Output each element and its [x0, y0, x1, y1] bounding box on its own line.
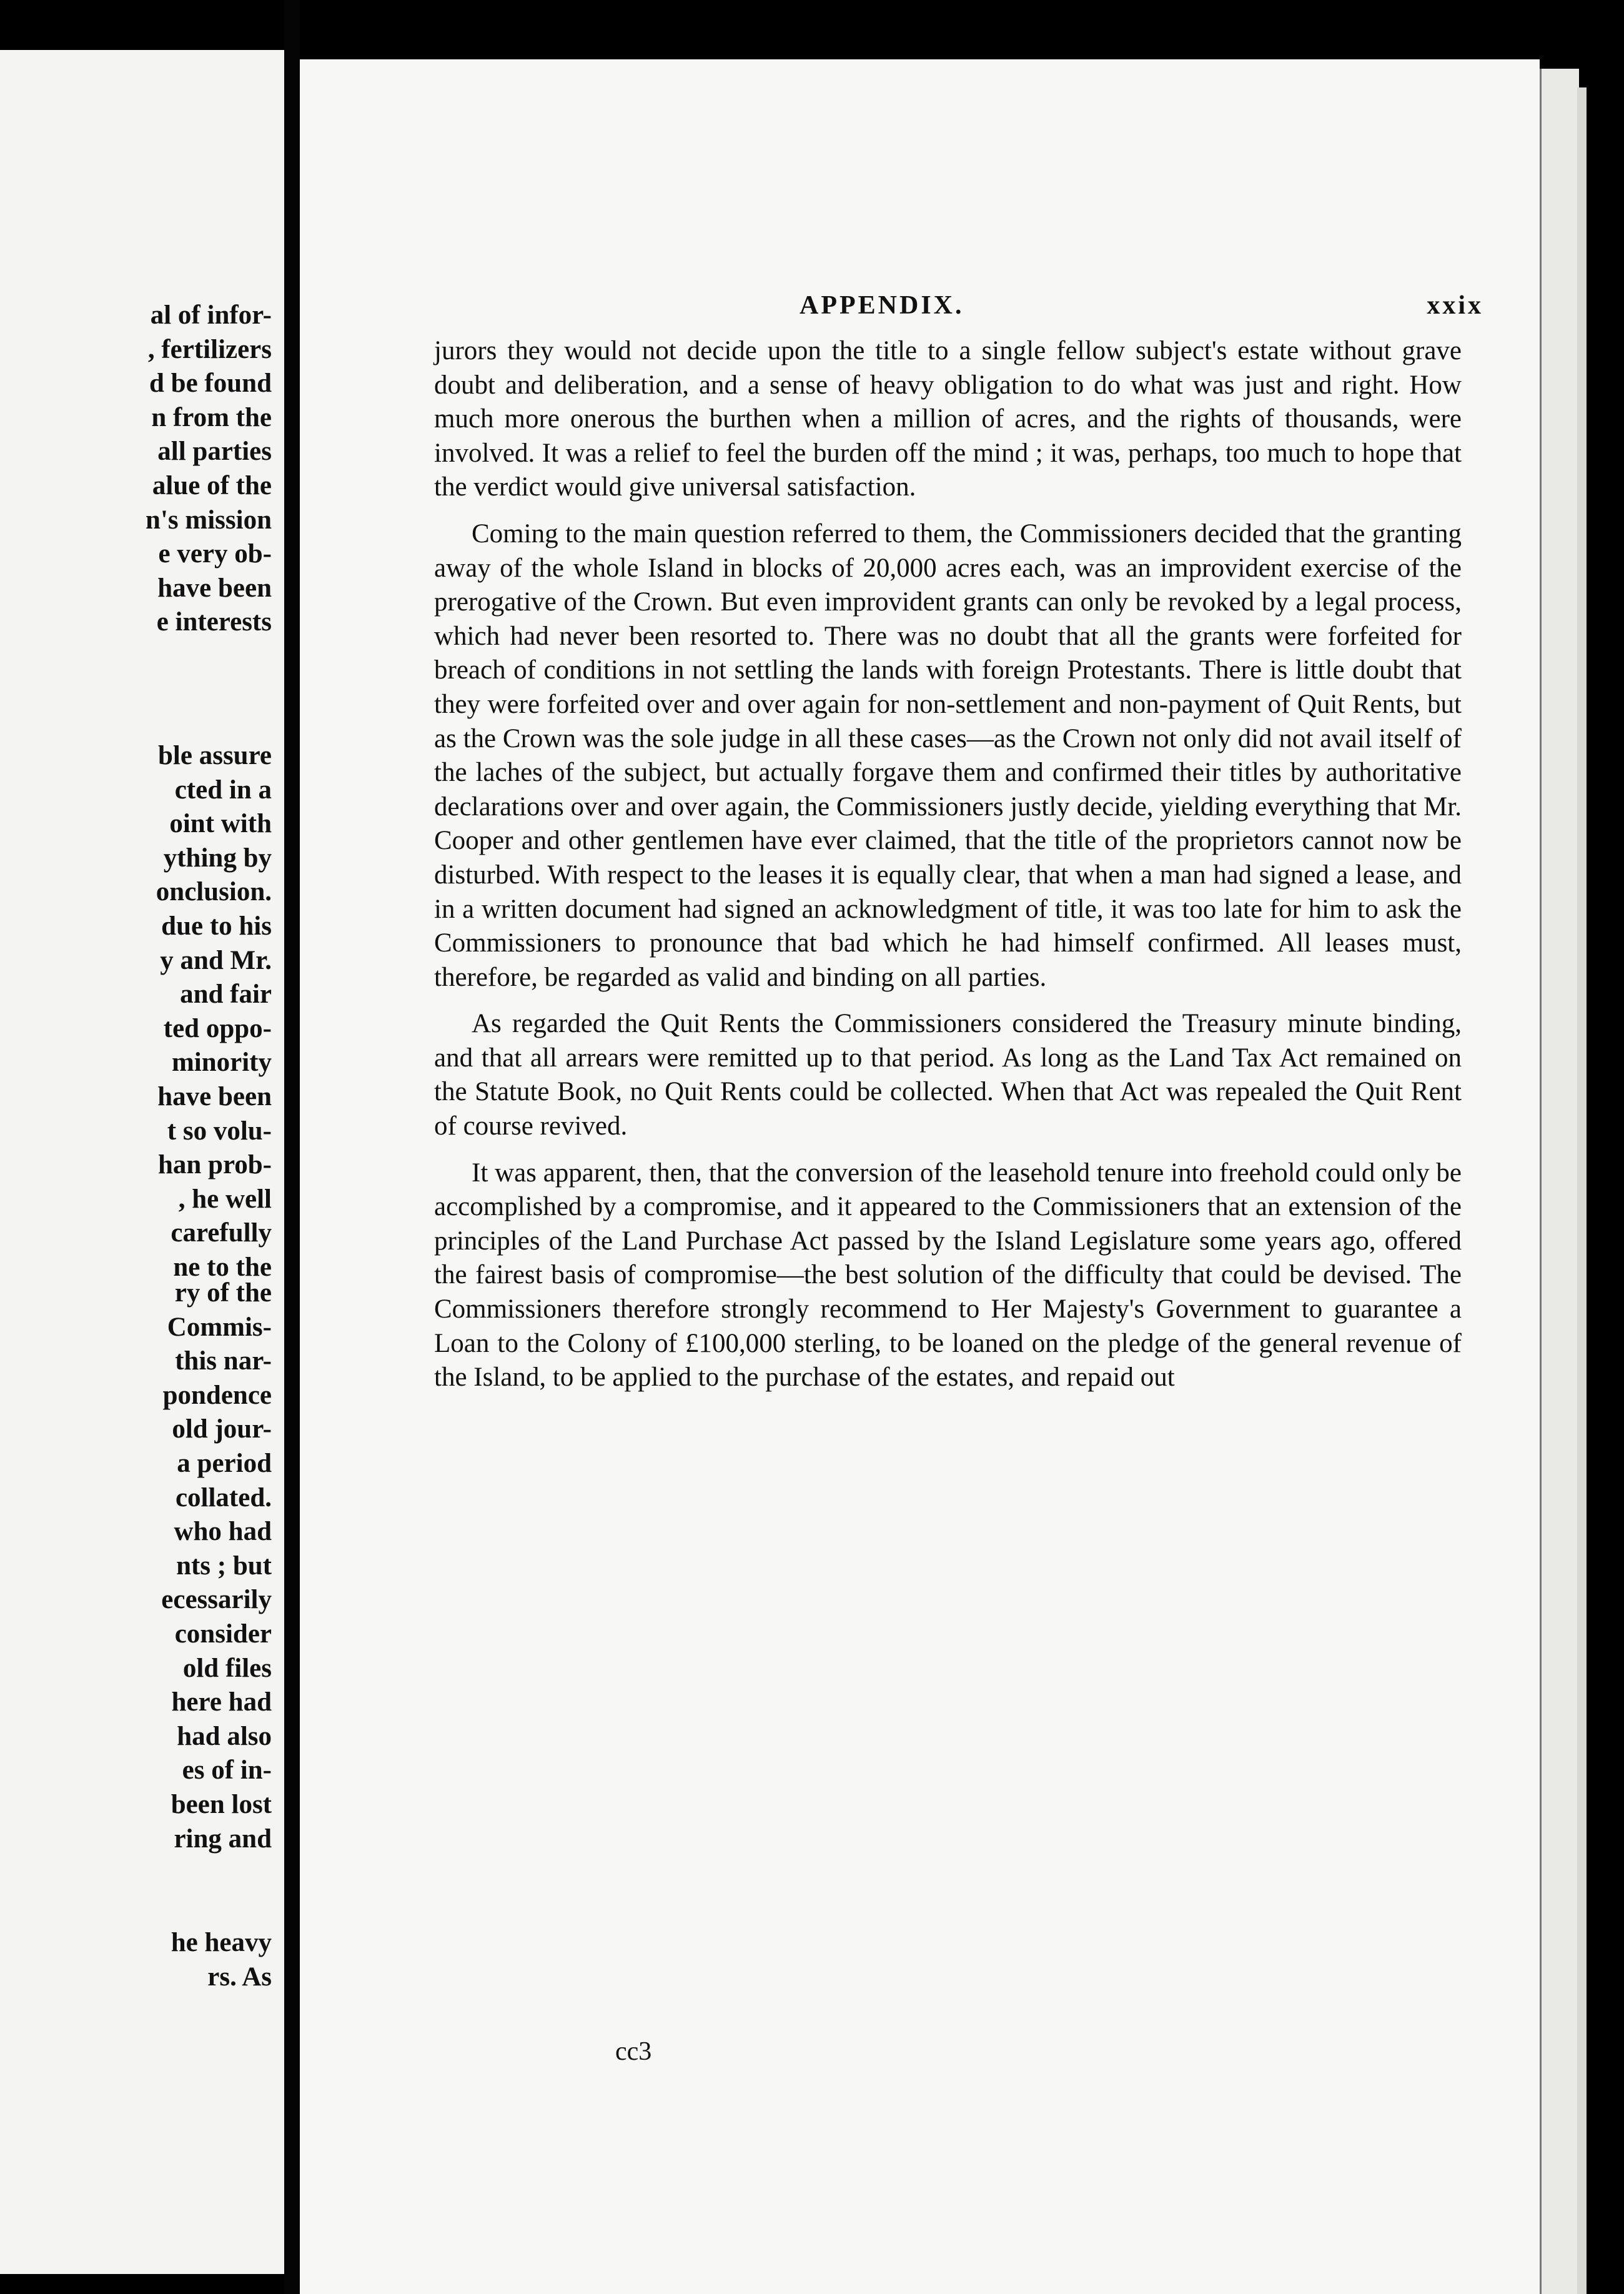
page-edge-shadow	[1577, 87, 1587, 2294]
left-page-line: have been	[157, 1082, 272, 1111]
left-page-line: cted in a	[174, 775, 272, 805]
left-page-line: who had	[174, 1517, 272, 1547]
left-page-line: collated.	[175, 1482, 272, 1512]
left-page-line: consider	[174, 1619, 272, 1649]
left-page-line: n from the	[151, 402, 272, 432]
left-page-line: carefully	[171, 1218, 272, 1248]
left-page-line: ne to the	[173, 1253, 272, 1282]
left-page-line: onclusion.	[156, 877, 272, 907]
left-page-line: minority	[171, 1048, 272, 1078]
left-page-line: ything by	[163, 843, 272, 873]
left-page-line: alue of the	[152, 471, 272, 500]
left-page-line: old jour-	[172, 1414, 272, 1444]
left-page-line: es of in-	[182, 1755, 272, 1785]
right-page	[300, 59, 1540, 2294]
paragraph-3: As regarded the Quit Rents the Commissioners considered the Treasury minute binding, and that all arrears were remitted up to that period. As long as the Land Tax Act remained on the Statute Book, no Quit Rents could be collected. When that Act was repealed the Quit Rent of course revived.	[434, 1009, 1462, 1141]
page-edge	[1540, 69, 1579, 2294]
left-page-line: han prob-	[157, 1150, 272, 1180]
left-page-line: e very ob-	[158, 539, 272, 569]
left-page-line: ble assure	[158, 741, 272, 770]
left-page-line: and fair	[180, 980, 272, 1010]
left-page-line: t so volu-	[167, 1116, 272, 1146]
left-page-line: had also	[177, 1721, 272, 1751]
body-text	[434, 334, 1462, 1408]
left-page-line: d be found	[149, 369, 272, 399]
paragraph-4: It was apparent, then, that the conversion of the leasehold tenure into freehold could only be accomplished by a compromise, and it appeared to the Commissioners that an extension of the principles of the Land Purchase Act passed by the Island Legislature some years ago, offered the fairest basis of compromise—the best solution of the difficulty that could be devised. The Commissioners therefore strongly recommend to Her Majesty's Government to guarantee a Loan to the Colony of £100,000 sterling, to be loaned on the pledge of the general revenue of the Island, to be applied to the purchase of the estates, and repaid out	[434, 1158, 1462, 1393]
header-title: APPENDIX.	[800, 291, 964, 320]
paragraph-2: Coming to the main question referred to them, the Commissioners decided that the granting away of the whole Island in blocks of 20,000 acres each, was an improvident exercise of the prerogative of the Crown. But even improvident grants can only be revoked by a legal process, which had never been resorted to. There was no doubt that all the grants were forfeited for breach of conditions in not settling the lands with foreign Protestants. There is little doubt that they were forfeited over and over again for non-settlement and non-payment of Quit Rents, but as the Crown was the sole judge in all these cases—as the Crown not only did not avail itself of the laches of the subject, but actually forgave them and confirmed their titles by authoritative declarations over and over again, the Commissioners justly decide, yielding everything that Mr. Cooper and other gentlemen have ever claimed, that the title of the proprietors cannot now be disturbed. With respect to the leases it is equally clear, that when a man had signed a lease, and in a written document had signed an acknowledgment of title, it was too late for him to ask the Commissioners to pronounce that bad which he had himself confirmed. All leases must, therefore, be regarded as valid and binding on all parties.	[434, 519, 1462, 992]
left-page-line: due to his	[161, 911, 272, 941]
left-page-line: nts ; but	[176, 1551, 272, 1581]
running-header	[300, 290, 1540, 328]
left-page-line: been lost	[171, 1790, 272, 1819]
left-page-line: oint with	[169, 809, 272, 839]
signature-mark: cc3	[615, 2037, 652, 2066]
left-page-line: Commis-	[167, 1312, 272, 1342]
left-page-line: n's mission	[146, 505, 272, 535]
left-page-line: a period	[177, 1449, 272, 1478]
left-page-line: y and Mr.	[160, 945, 272, 975]
left-page-line: ring and	[174, 1824, 272, 1854]
page-number: xxix	[1427, 291, 1483, 320]
paragraph-1: jurors they would not decide upon the title to a single fellow subject's estate without grave doubt and deliberation, and a sense of heavy obligation to do what was just and right. How much more onerous the burthen when a million of acres, and the rights of thousands, were involved. It was a relief to feel the burden off the mind ; it was, perhaps, too much to hope that the verdict would give universal satisfaction.	[434, 336, 1462, 502]
left-page-line: have been	[157, 573, 272, 603]
left-page-line: e interests	[156, 607, 272, 637]
left-page-line: ry of the	[174, 1278, 272, 1308]
left-page-line: ecessarily	[161, 1585, 272, 1615]
left-page-line: all parties	[157, 437, 272, 467]
left-page-line: rs. As	[207, 1962, 272, 1992]
book-gutter	[284, 0, 300, 2294]
left-page-line: he heavy	[171, 1928, 272, 1957]
left-page-line: ted oppo-	[163, 1013, 272, 1043]
left-page-line: , he well	[178, 1184, 272, 1214]
left-page-line: here had	[171, 1687, 272, 1717]
left-page-line: this nar-	[175, 1346, 272, 1376]
left-page-line: , fertilizers	[147, 334, 272, 364]
left-page-line: pondence	[162, 1380, 272, 1410]
left-page	[0, 50, 284, 2274]
left-page-line: old files	[182, 1653, 272, 1683]
left-page-line: al of infor-	[150, 300, 272, 330]
